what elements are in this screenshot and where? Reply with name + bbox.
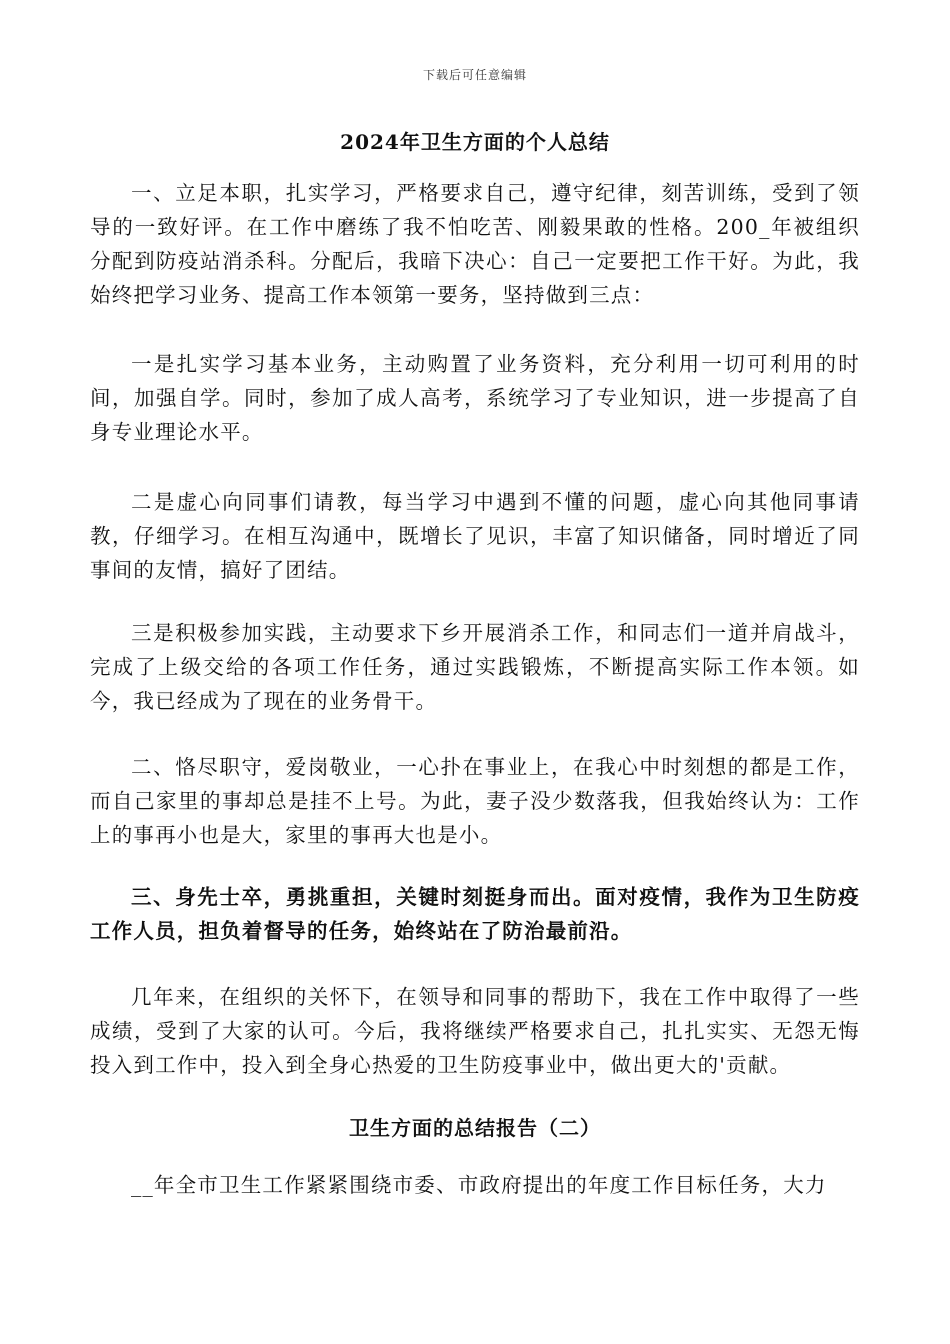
paragraph-6-bold: 三、身先士卒，勇挑重担，关键时刻挺身而出。面对疫情，我作为卫生防疫工作人员，担负着督导的任务，始终站在了防治最前沿。	[90, 885, 860, 943]
paragraph-1: 一、立足本职，扎实学习，严格要求自己，遵守纪律，刻苦训练，受到了领导的一致好评。在工作中磨练了我不怕吃苦、刚毅果敢的性格。200_年被组织分配到防疫站消杀科。分配后，我暗下决心：自己一定要把工作干好。为此，我始终把学习业务、提高工作本领第一要务，坚持做到三点：	[90, 181, 860, 307]
paragraph-3: 二是虚心向同事们请教，每当学习中遇到不懂的问题，虚心向其他同事请教，仔细学习。在相互沟通中，既增长了见识，丰富了知识储备，同时增近了同事间的友情，搞好了团结。	[90, 490, 860, 582]
paragraph-8: __年全市卫生工作紧紧围绕市委、市政府提出的年度工作目标任务，大力	[131, 1173, 827, 1197]
header-note: 下载后可任意编辑	[422, 68, 527, 82]
paragraph-4: 三是积极参加实践，主动要求下乡开展消杀工作，和同志们一道并肩战斗，完成了上级交给的各项工作任务，通过实践锻炼，不断提高实际工作本领。如今，我已经成为了现在的业务骨干。	[90, 621, 860, 713]
paragraph-5: 二、恪尽职守，爱岗敬业，一心扑在事业上，在我心中时刻想的都是工作，而自己家里的事却总是挂不上号。为此，妻子没少数落我，但我始终认为：工作上的事再小也是大，家里的事再大也是小。	[90, 755, 860, 847]
paragraph-7: 几年来，在组织的关怀下，在领导和同事的帮助下，我在工作中取得了一些成绩，受到了大家的认可。今后，我将继续严格要求自己，扎扎实实、无怨无悔投入到工作中，投入到全身心热爱的卫生防疫事业中，做出更大的'贡献。	[90, 985, 860, 1077]
paragraph-2: 一是扎实学习基本业务，主动购置了业务资料，充分利用一切可利用的时间，加强自学。同时，参加了成人高考，系统学习了专业知识，进一步提高了自身专业理论水平。	[90, 352, 860, 444]
section-subtitle: 卫生方面的总结报告（二）	[349, 1116, 601, 1140]
document-title: 2024年卫生方面的个人总结	[340, 130, 610, 154]
